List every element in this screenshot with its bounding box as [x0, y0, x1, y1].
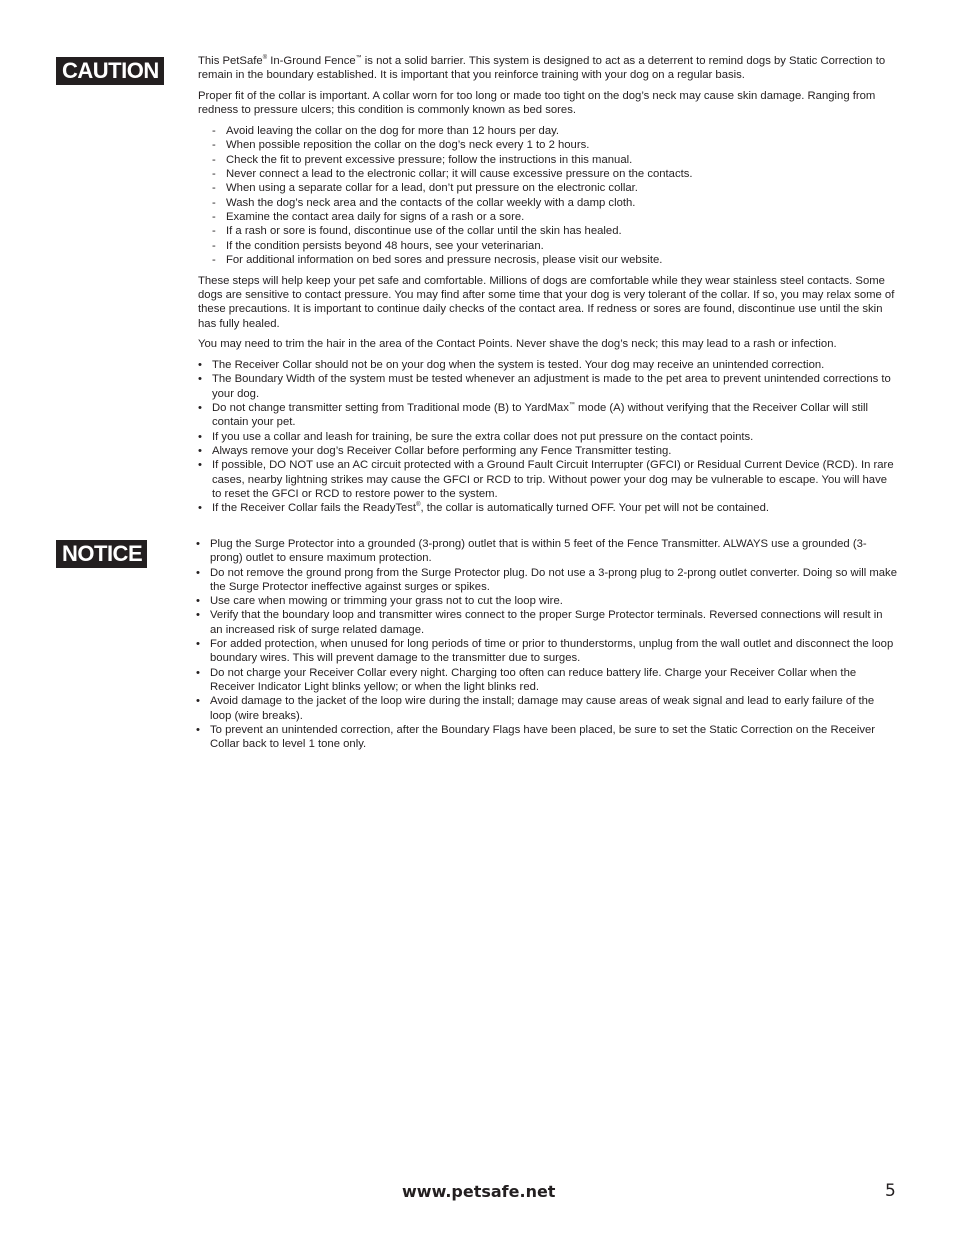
footer-website-link[interactable]: www.petsafe.net — [402, 1182, 556, 1201]
collar-care-list — [198, 124, 898, 267]
list-item: - Examine the contact area daily for signs of a rash or a sore. — [198, 210, 898, 224]
list-item: - Never connect a lead to the electronic collar; it will cause excessive pressure on the contacts. — [198, 167, 898, 181]
collar-fit-paragraph: Proper fit of the collar is important. A collar worn for too long or made too tight on the dog’s neck may cause skin damage. Ranging from redness to pressure ulcers; this condition is commonly known as bed sores. — [198, 90, 876, 117]
caution-intro-paragraph: This PetSafe® In-Ground Fence™ is not a solid barrier. This system is designed to act as a deterrent to remind dogs by Static Correction to remain in the boundary established. It is important that you reinforce training with your dog on a regular basis. — [198, 55, 886, 82]
list-item: • For added protection, when unused for long periods of time or prior to thunderstorms, unplug from the wall outlet and disconnect the loop boundary wires. This will prevent damage to the transmitter due to surges. — [196, 637, 898, 666]
list-item: • If you use a collar and leash for training, be sure the extra collar does not put pressure on the contact points. — [198, 430, 898, 444]
list-item: • Do not change transmitter setting from Traditional mode (B) to YardMax™ mode (A) without verifying that the Receiver Collar will still contain your pet. — [198, 401, 898, 430]
list-item: • If the Receiver Collar fails the ReadyTest®, the collar is automatically turned OFF. Your pet will not be contained. — [198, 501, 898, 515]
list-item: • To prevent an unintended correction, after the Boundary Flags have been placed, be sure to set the Static Correction on the Receiver Collar back to level 1 tone only. — [196, 723, 898, 752]
list-item: • Plug the Surge Protector into a grounded (3-prong) outlet that is within 5 feet of the Fence Transmitter. ALWAYS use a grounded (3-prong) outlet to ensure maximum protection. — [196, 537, 898, 566]
caution-label: CAUTION — [56, 57, 164, 85]
list-item: - When using a separate collar for a lead, don’t put pressure on the electronic collar. — [198, 181, 898, 195]
page-number: 5 — [885, 1181, 896, 1201]
list-item: • Verify that the boundary loop and transmitter wires connect to the proper Surge Protector terminals. Reversed connections will result in an increased risk of surge related damage. — [196, 608, 898, 637]
trim-hair-paragraph: You may need to trim the hair in the area of the Contact Points. Never shave the dog’s neck; this may lead to a rash or infection. — [198, 338, 837, 351]
notice-bullet-list — [196, 537, 898, 751]
list-item: • Do not remove the ground prong from the Surge Protector plug. Do not use a 3-prong plug to 2-prong outlet converter. Doing so will make the Surge Protector ineffective against surges or spikes. — [196, 566, 898, 595]
caution-bullet-list — [198, 358, 898, 515]
list-item: • The Receiver Collar should not be on your dog when the system is tested. Your dog may receive an unintended correction. — [198, 358, 898, 372]
list-item: - For additional information on bed sores and pressure necrosis, please visit our website. — [198, 253, 898, 267]
list-item: - Check the fit to prevent excessive pressure; follow the instructions in this manual. — [198, 153, 898, 167]
list-item: • The Boundary Width of the system must be tested whenever an adjustment is made to the pet area to prevent unintended corrections to your dog. — [198, 372, 898, 401]
safety-steps-paragraph: These steps will help keep your pet safe and comfortable. Millions of dogs are comfortable while they wear stainless steel contacts. Some dogs are sensitive to contact pressure. You may find after some time that your dog is very tolerant of the collar. If so, you may relax some of these precautions. It is important to continue daily checks of the contact area. If redness or sores are found, discontinue use until the skin has fully healed. — [198, 274, 895, 330]
notice-section — [196, 537, 898, 758]
list-item: - When possible reposition the collar on the dog’s neck every 1 to 2 hours. — [198, 138, 898, 152]
list-item: - Wash the dog’s neck area and the contacts of the collar weekly with a damp cloth. — [198, 196, 898, 210]
list-item: - If the condition persists beyond 48 hours, see your veterinarian. — [198, 239, 898, 253]
notice-label: NOTICE — [56, 540, 147, 568]
caution-section — [198, 54, 898, 522]
list-item: - If a rash or sore is found, discontinue use of the collar until the skin has healed. — [198, 224, 898, 238]
list-item: • Avoid damage to the jacket of the loop wire during the install; damage may cause areas of weak signal and lead to early failure of the loop (wire breaks). — [196, 694, 898, 723]
list-item: • Always remove your dog’s Receiver Collar before performing any Fence Transmitter testing. — [198, 444, 898, 458]
list-item: • Use care when mowing or trimming your grass not to cut the loop wire. — [196, 594, 898, 608]
list-item: • If possible, DO NOT use an AC circuit protected with a Ground Fault Circuit Interrupter (GFCI) or Residual Current Device (RCD). In rare cases, nearby lightning strikes may cause the GFCI or RCD to trip. Without power your dog may be vulnerable to escape. You will have to reset the GFCI or RCD to restore power to the system. — [198, 458, 898, 501]
list-item: • Do not charge your Receiver Collar every night. Charging too often can reduce battery life. Charge your Receiver Collar when the Receiver Indicator Light blinks yellow; or when the light blinks red. — [196, 666, 898, 695]
list-item: - Avoid leaving the collar on the dog for more than 12 hours per day. — [198, 124, 898, 138]
